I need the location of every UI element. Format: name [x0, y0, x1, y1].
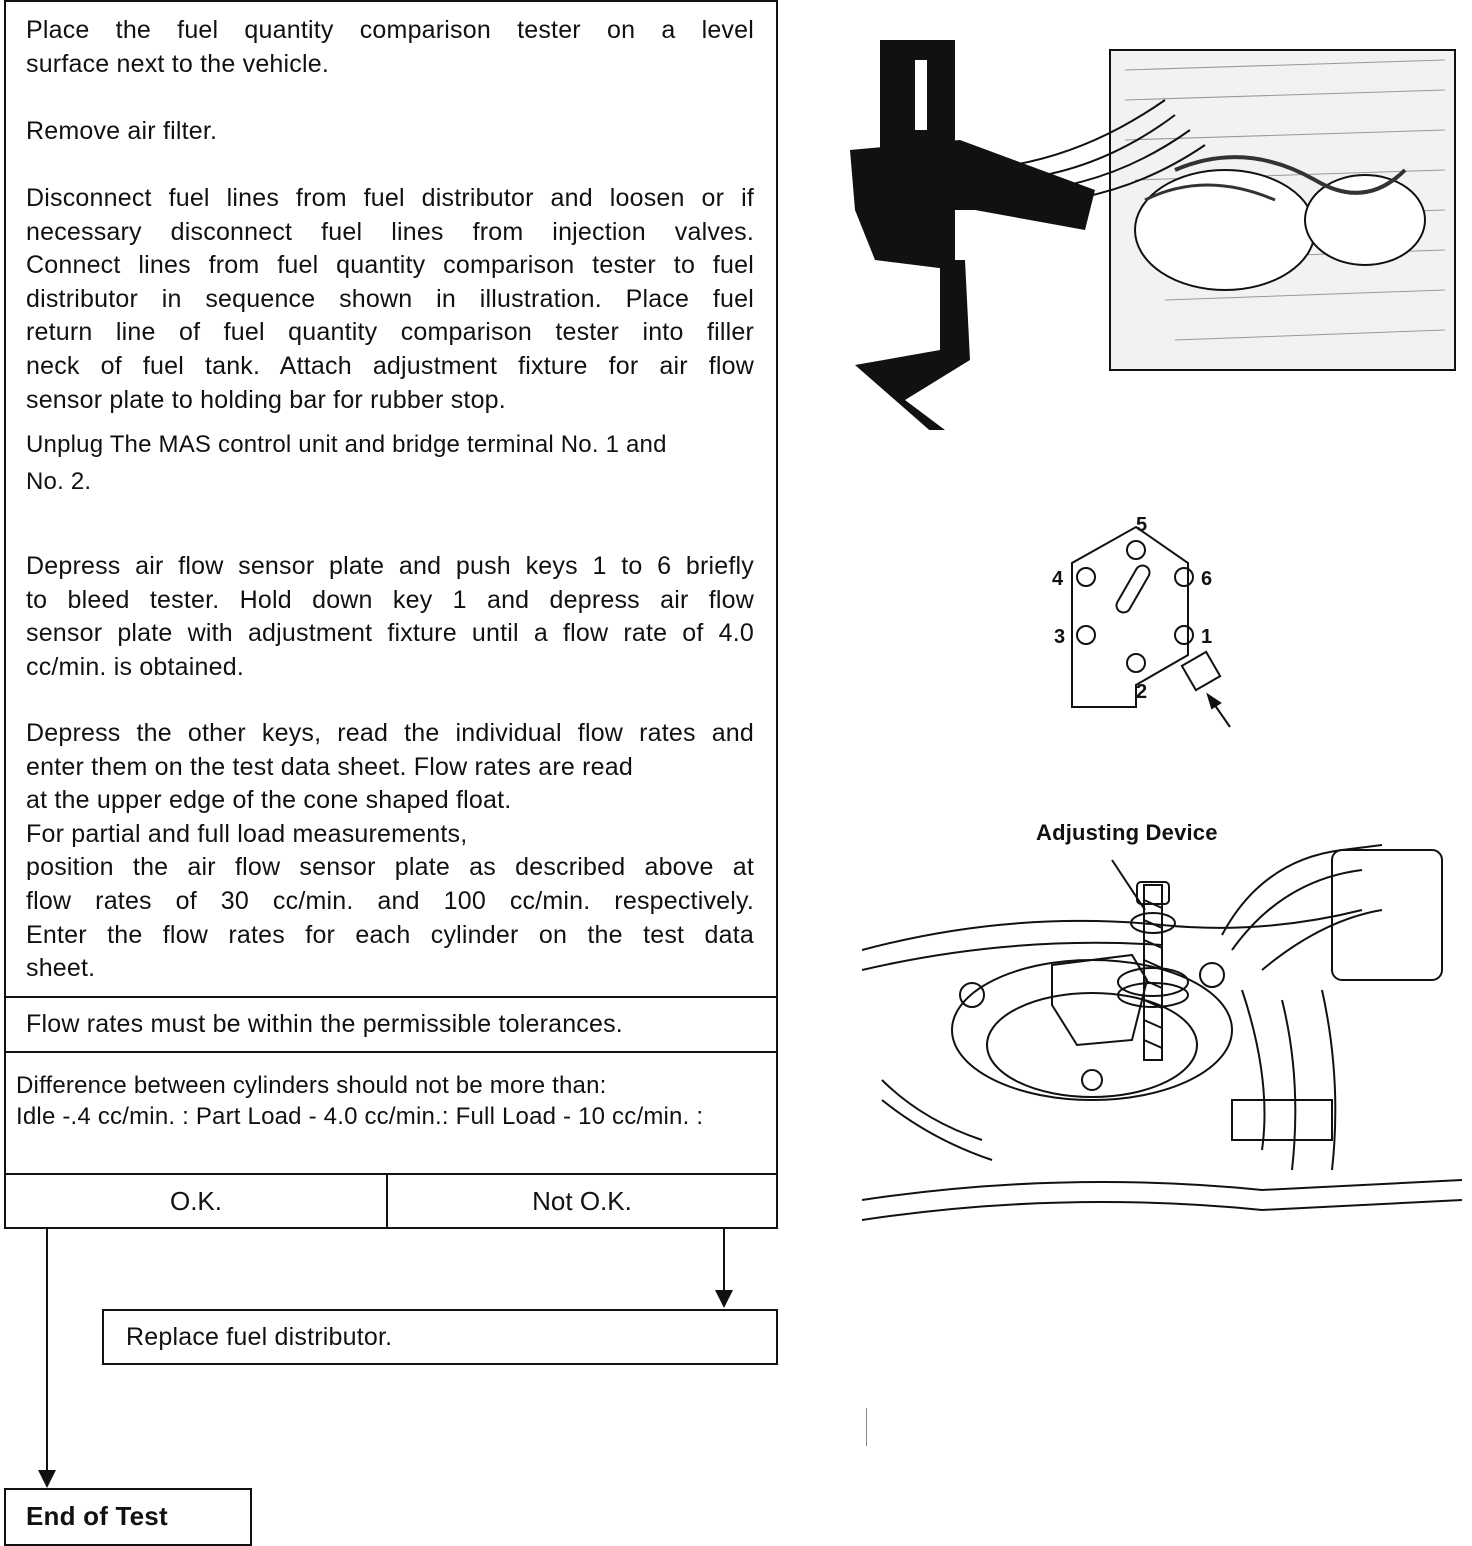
adjusting-device-label: Adjusting Device	[1036, 820, 1218, 845]
port-2	[1127, 654, 1145, 672]
not-ok-flow-line	[723, 1229, 725, 1297]
port-label-1: 1	[1201, 626, 1213, 648]
distributor-outline	[1072, 527, 1188, 707]
end-arrowhead	[38, 1470, 56, 1488]
adjusting-device-illustration	[862, 840, 1462, 1270]
instruction-paragraph-2: Remove air filter.	[26, 117, 218, 145]
port-4	[1077, 568, 1095, 586]
instruction-paragraph-4: Unplug The MAS control unit and bridge terminal No. 1 and No. 2.	[26, 431, 667, 495]
difference-text: Difference between cylinders should not be more than: Idle -.4 cc/min. : Part Load - 4.0 cc/min.: Full Load - 10 cc/min. :	[16, 1072, 704, 1130]
tolerance-check-text: Flow rates must be within the permissible tolerances.	[26, 1010, 623, 1038]
port-label-2: 2	[1136, 681, 1148, 703]
port-3	[1077, 626, 1095, 644]
port-5	[1127, 541, 1145, 559]
ok-button[interactable]: O.K.	[169, 1186, 222, 1216]
port-6	[1175, 568, 1193, 586]
port-1-connector	[1182, 652, 1220, 690]
label-pointer-line	[1112, 860, 1145, 910]
not-ok-button[interactable]: Not O.K.	[532, 1186, 632, 1216]
tester-illustration	[845, 20, 1460, 430]
instruction-paragraph-5: Depress air flow sensor plate and push keys 1 to 6 briefly to bleed tester. Hold down key 1 and depress air flow sensor plate with adjustment fixture until a flow rate of 4.0 cc/min. is obtained.	[26, 552, 754, 681]
center-slot	[1114, 563, 1152, 615]
port-label-6: 6	[1201, 568, 1213, 590]
instruction-paragraph-6: Depress the other keys, read the individual flow rates and enter them on the test data sheet. Flow rates are read at the upper edge of the cone shaped float. For partial and full load measurements, position the air flow sensor plate as described above at flow rates of 30 cc/min. and 100 cc/min. respectively. Enter the flow rates for each cylinder on the test data sheet.	[26, 719, 754, 983]
instruction-paragraph-1: Place the fuel quantity comparison tester on a level surface next to the vehicle.	[26, 16, 754, 78]
replace-arrowhead	[715, 1290, 733, 1308]
adjusting-bolt	[1144, 885, 1162, 1060]
port-label-4: 4	[1052, 568, 1064, 590]
scan-mark	[866, 1408, 867, 1446]
end-text: End of Test	[26, 1501, 168, 1531]
instruction-paragraph-3: Disconnect fuel lines from fuel distributor and loosen or if necessary disconnect fuel lines from injection valves. Connect lines from fuel quantity comparison tester to fuel distributor in sequence shown in illustration. Place fuel return line of fuel quantity comparison tester into filler neck of fuel tank. Attach adjustment fixture for air flow sensor plate to holding bar for rubber stop.	[26, 184, 754, 414]
port-1	[1175, 626, 1193, 644]
replace-text: Replace fuel distributor.	[126, 1323, 393, 1351]
port-label-5: 5	[1136, 514, 1148, 536]
port-sequence-diagram	[1040, 505, 1250, 735]
port-label-3: 3	[1054, 626, 1066, 648]
ok-flow-line	[46, 1229, 48, 1483]
